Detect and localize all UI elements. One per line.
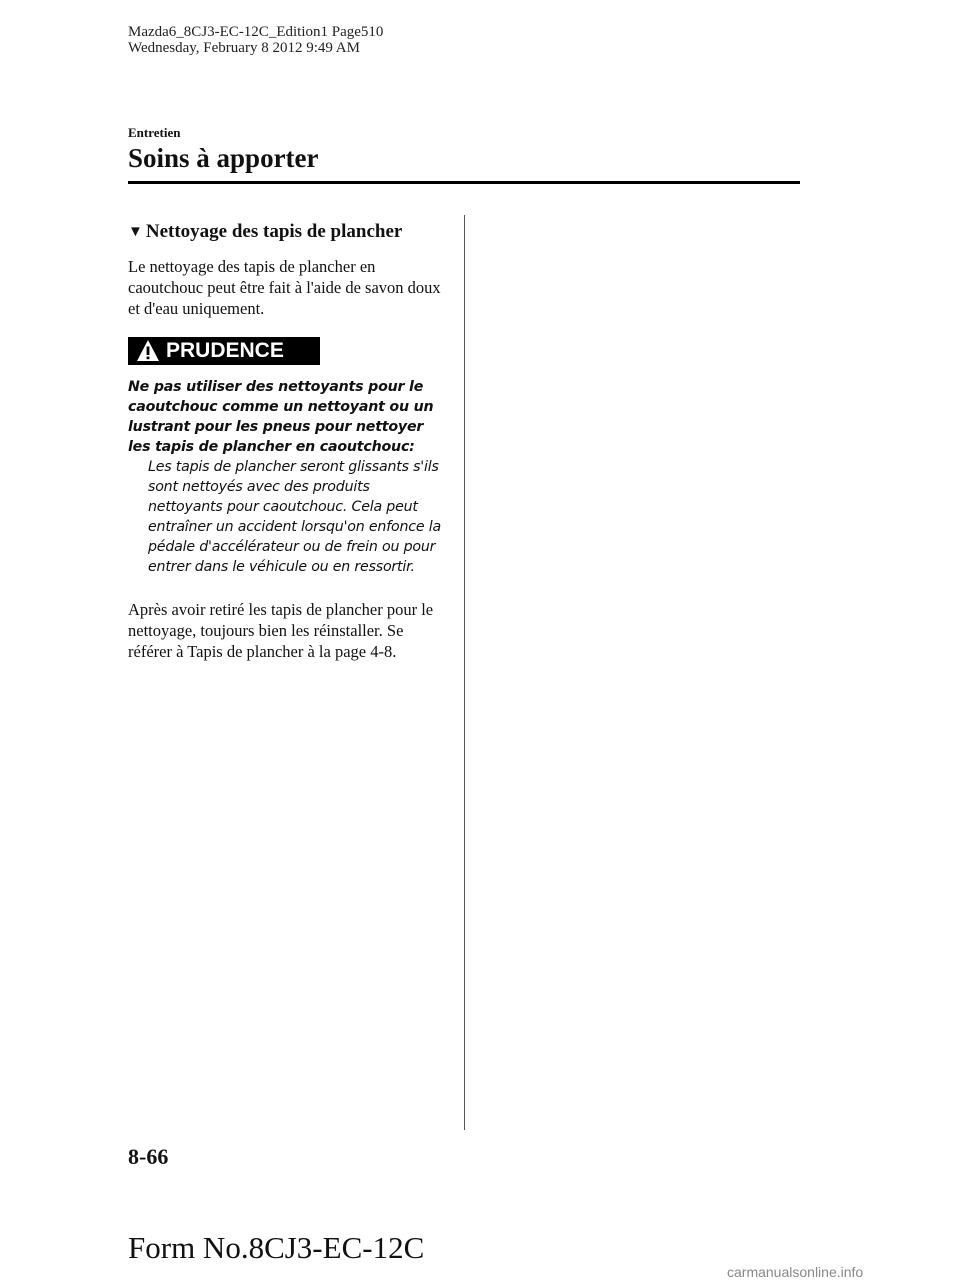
- caution-label: PRUDENCE: [166, 339, 284, 362]
- page-number: 8-66: [128, 1144, 169, 1169]
- after-paragraph: Après avoir retiré les tapis de plancher pour le nettoyage, toujours bien les réinstaller. Se référer à Tapis de plancher à la page 4-8.: [128, 600, 434, 661]
- section-label: Entretien: [128, 125, 181, 140]
- triangle-down-icon: ▼: [128, 224, 143, 240]
- subsection-heading-text: Nettoyage des tapis de plancher: [145, 221, 403, 242]
- print-meta-line1: Mazda6_8CJ3-EC-12C_Edition1 Page510: [128, 24, 384, 40]
- intro-paragraph: Le nettoyage des tapis de plancher en caoutchouc peut être fait à l'aide de savon doux et d'eau uniquement.: [128, 257, 441, 318]
- page-title: Soins à apporter: [128, 143, 319, 173]
- warning-triangle-icon: [136, 339, 160, 363]
- caution-body-text: Les tapis de plancher seront glissants s'ils sont nettoyés avec des produits nettoyants pour caoutchouc. Cela peut entraîner un accident lorsqu'on enfonce la pédale d'accélérateur ou de frein ou pour entrer dans le véhicule ou en ressortir.: [148, 459, 441, 575]
- subsection-heading: [128, 220, 446, 244]
- print-metadata: [128, 24, 383, 56]
- header-rule: [128, 181, 800, 184]
- caution-banner: [128, 337, 320, 365]
- column-divider: [464, 215, 465, 1130]
- caution-lead-text: Ne pas utiliser des nettoyants pour le caoutchouc comme un nettoyant ou un lustrant pour les pneus pour nettoyer les tapis de plancher en caoutchouc:: [128, 379, 434, 455]
- left-column: [128, 220, 446, 662]
- print-meta-line2: Wednesday, February 8 2012 9:49 AM: [128, 40, 360, 56]
- watermark: carmanualsonline.info: [727, 1264, 864, 1280]
- form-number: Form No.8CJ3-EC-12C: [128, 1230, 425, 1265]
